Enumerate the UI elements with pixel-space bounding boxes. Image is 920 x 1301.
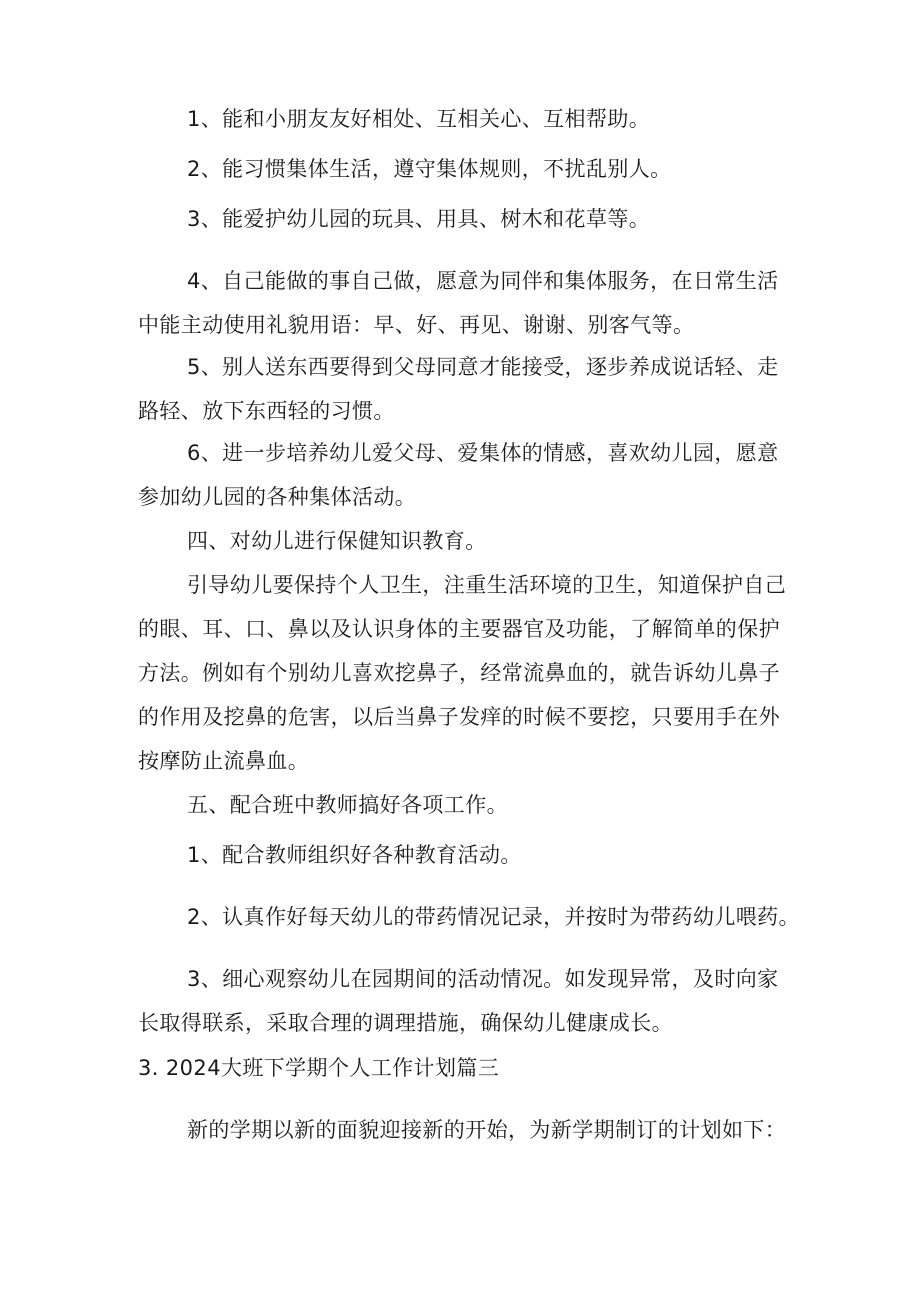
paragraph-line: 长取得联系，采取合理的调理措施，确保幼儿健康成长。	[138, 1011, 673, 1035]
paragraph-line: 1、配合教师组织好各种教育活动。	[187, 843, 522, 867]
paragraph-line: 3、能爱护幼儿园的玩具、用具、树木和花草等。	[187, 207, 651, 231]
section-title: 五、配合班中教师搞好各项工作。	[187, 793, 508, 817]
paragraph-line: 路轻、放下东西轻的习惯。	[138, 399, 395, 423]
paragraph-line: 引导幼儿要保持个人卫生，注重生活环境的卫生，知道保护自己	[187, 573, 787, 597]
paragraph-line: 6、进一步培养幼儿爱父母、爱集体的情感，喜欢幼儿园，愿意	[187, 441, 779, 465]
paragraph-line: 方法。例如有个别幼儿喜欢挖鼻子，经常流鼻血的，就告诉幼儿鼻子	[138, 661, 780, 685]
paragraph-line: 3、细心观察幼儿在园期间的活动情况。如发现异常，及时向家	[187, 967, 779, 991]
paragraph-line: 5、别人送东西要得到父母同意才能接受，逐步养成说话轻、走	[187, 355, 779, 379]
section-title: 四、对幼儿进行保健知识教育。	[187, 529, 487, 553]
paragraph-line: 的作用及挖鼻的危害，以后当鼻子发痒的时候不要挖，只要用手在外	[138, 705, 780, 729]
paragraph-line: 2、能习惯集体生活，遵守集体规则，不扰乱别人。	[187, 157, 672, 181]
paragraph-line: 1、能和小朋友友好相处、互相关心、互相帮助。	[187, 107, 651, 131]
paragraph-line: 按摩防止流鼻血。	[138, 749, 310, 773]
paragraph-line: 2、认真作好每天幼儿的带药情况记录，并按时为带药幼儿喂药。	[187, 905, 800, 929]
paragraph-line: 中能主动使用礼貌用语：早、好、再见、谢谢、别客气等。	[138, 313, 695, 337]
paragraph-line: 的眼、耳、口、鼻以及认识身体的主要器官及功能，了解简单的保护	[138, 617, 780, 641]
paragraph-line: 参加幼儿园的各种集体活动。	[138, 485, 417, 509]
paragraph-line: 4、自己能做的事自己做，愿意为同伴和集体服务，在日常生活	[187, 269, 779, 293]
section-heading: 3. 2024大班下学期个人工作计划篇三	[138, 1056, 500, 1080]
paragraph-line: 新的学期以新的面貌迎接新的开始，为新学期制订的计划如下：	[187, 1118, 787, 1142]
